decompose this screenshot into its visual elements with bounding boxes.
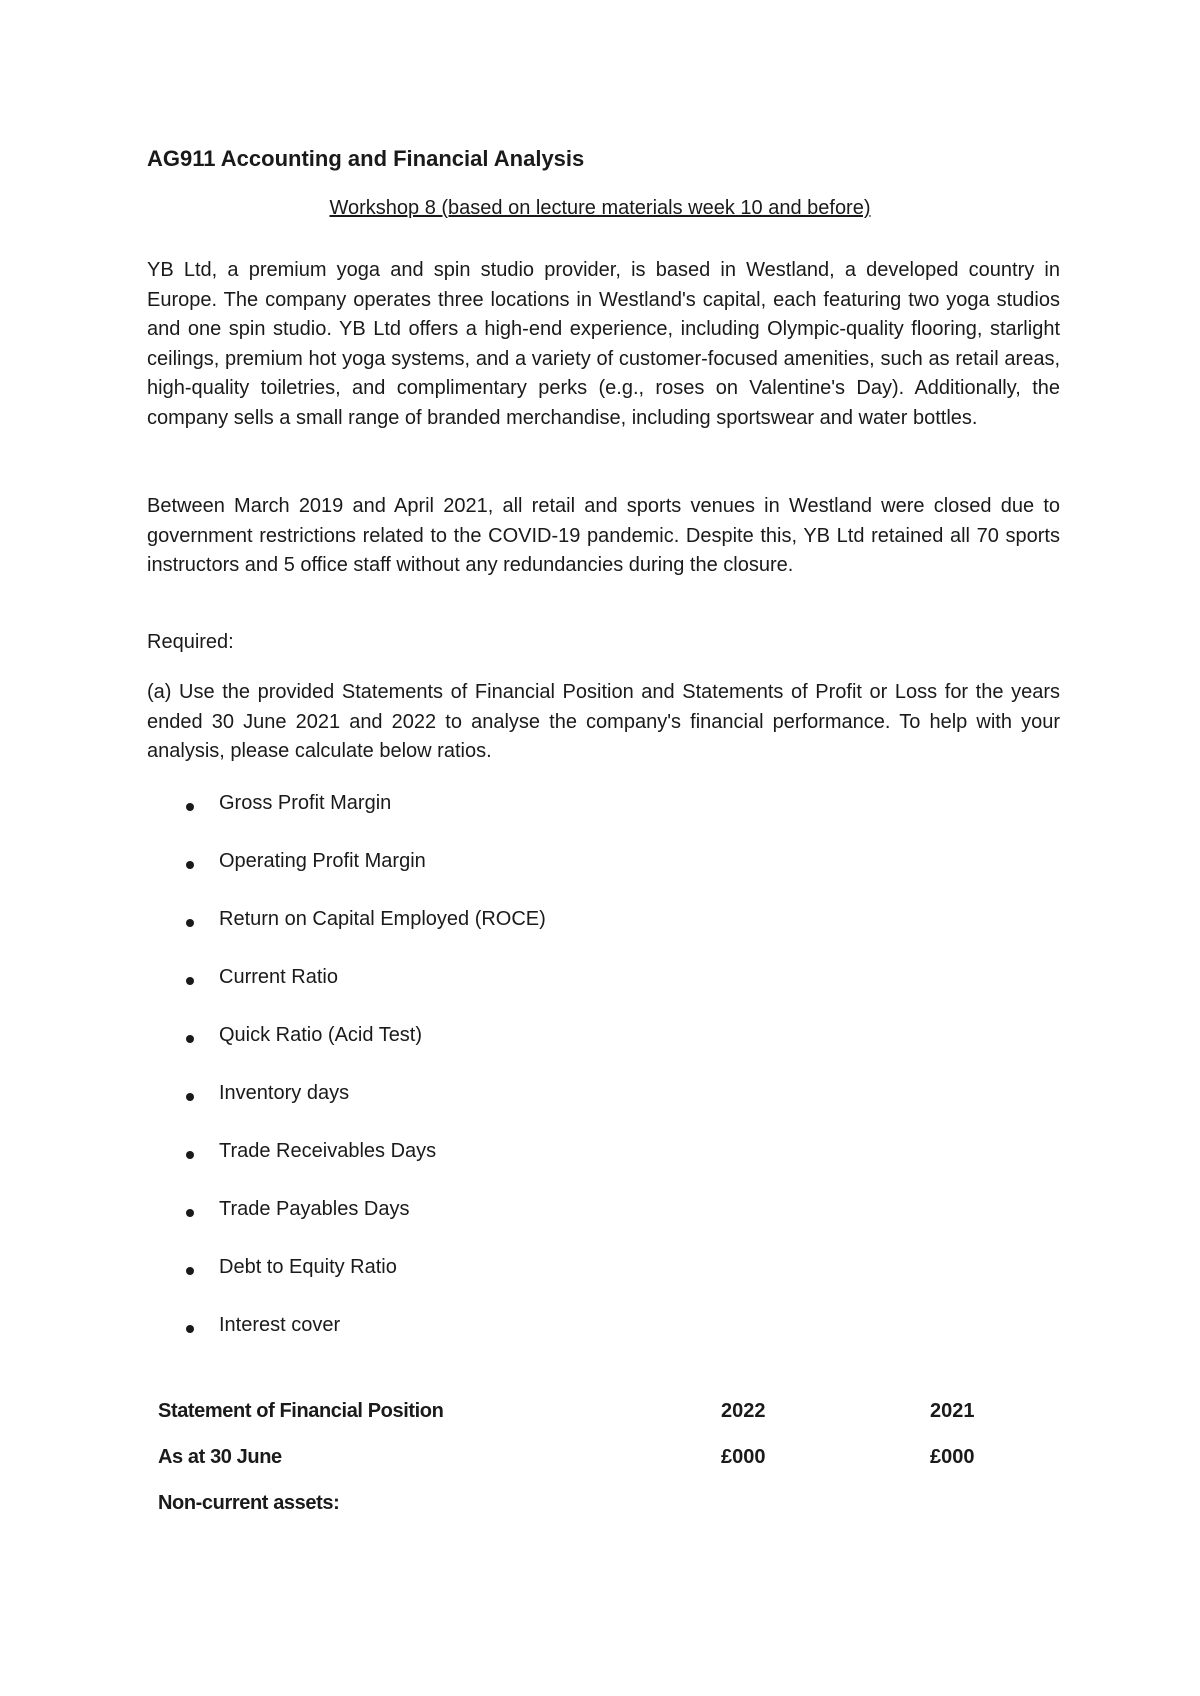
table-row bbox=[0, 1492, 1200, 1522]
unit-2022: £000 bbox=[721, 1446, 766, 1468]
document-title: AG911 Accounting and Financial Analysis bbox=[147, 146, 585, 171]
ratio-label: Gross Profit Margin bbox=[219, 792, 392, 814]
bullet-icon bbox=[186, 1209, 194, 1217]
as-at-label: As at 30 June bbox=[158, 1446, 282, 1468]
list-item bbox=[0, 850, 700, 880]
intro-paragraph: YB Ltd, a premium yoga and spin studio provider, is based in Westland, a developed country in Europe. The company operates three locations in Westland's capital, each featuring two yoga studios and one spin studio. YB Ltd offers a high-end experience, including Olympic-quality flooring, starlight ceilings, premium hot yoga systems, and a variety of customer-focused amenities, such as retail areas, high-quality toiletries, and complimentary perks (e.g., roses on Valentine's Day). Additionally, the company sells a small range of branded merchandise, including sportswear and water bottles. bbox=[147, 259, 1060, 429]
workshop-subtitle: Workshop 8 (based on lecture materials week 10 and before) bbox=[329, 197, 871, 219]
bullet-icon bbox=[186, 1035, 194, 1043]
bullet-icon bbox=[186, 1325, 194, 1333]
bullet-icon bbox=[186, 977, 194, 985]
bullet-icon bbox=[186, 919, 194, 927]
bullet-icon bbox=[186, 861, 194, 869]
ratio-label: Interest cover bbox=[219, 1314, 341, 1336]
table-row bbox=[0, 1400, 1200, 1430]
unit-2021: £000 bbox=[930, 1446, 975, 1468]
statement-heading: Statement of Financial Position bbox=[158, 1400, 444, 1422]
bullet-icon bbox=[186, 1267, 194, 1275]
ratio-label: Trade Receivables Days bbox=[219, 1140, 437, 1162]
list-item bbox=[0, 1140, 700, 1170]
bullet-icon bbox=[186, 1093, 194, 1101]
bullet-icon bbox=[186, 1151, 194, 1159]
list-item bbox=[0, 1198, 700, 1228]
year-2022-header: 2022 bbox=[721, 1400, 766, 1422]
list-item bbox=[0, 1024, 700, 1054]
ratio-label: Current Ratio bbox=[219, 966, 338, 988]
covid-paragraph: Between March 2019 and April 2021, all retail and sports venues in Westland were closed due to government restrictions related to the COVID-19 pandemic. Despite this, YB Ltd retained all 70 sports instructors and 5 office staff without any redundancies during the closure. bbox=[147, 495, 1060, 577]
list-item bbox=[0, 1314, 700, 1344]
list-item bbox=[0, 966, 700, 996]
year-2021-header: 2021 bbox=[930, 1400, 975, 1422]
ratio-label: Debt to Equity Ratio bbox=[219, 1256, 397, 1278]
ratio-label: Trade Payables Days bbox=[219, 1198, 410, 1220]
ratio-label: Inventory days bbox=[219, 1082, 350, 1104]
list-item bbox=[0, 908, 700, 938]
table-row bbox=[0, 1446, 1200, 1476]
section-label: Non-current assets: bbox=[158, 1492, 340, 1514]
list-item bbox=[0, 1256, 700, 1286]
list-item bbox=[0, 1082, 700, 1112]
ratio-label: Return on Capital Employed (ROCE) bbox=[219, 908, 546, 930]
task-paragraph: (a) Use the provided Statements of Financial Position and Statements of Profit or Loss for the years ended 30 June 2021 and 2022 to analyse the company's financial performance. To help with your analysis, please calculate below ratios. bbox=[147, 681, 1060, 763]
list-item bbox=[0, 792, 700, 822]
ratio-label: Quick Ratio (Acid Test) bbox=[219, 1024, 423, 1046]
required-label: Required: bbox=[147, 631, 234, 653]
ratio-label: Operating Profit Margin bbox=[219, 850, 426, 872]
bullet-icon bbox=[186, 803, 194, 811]
